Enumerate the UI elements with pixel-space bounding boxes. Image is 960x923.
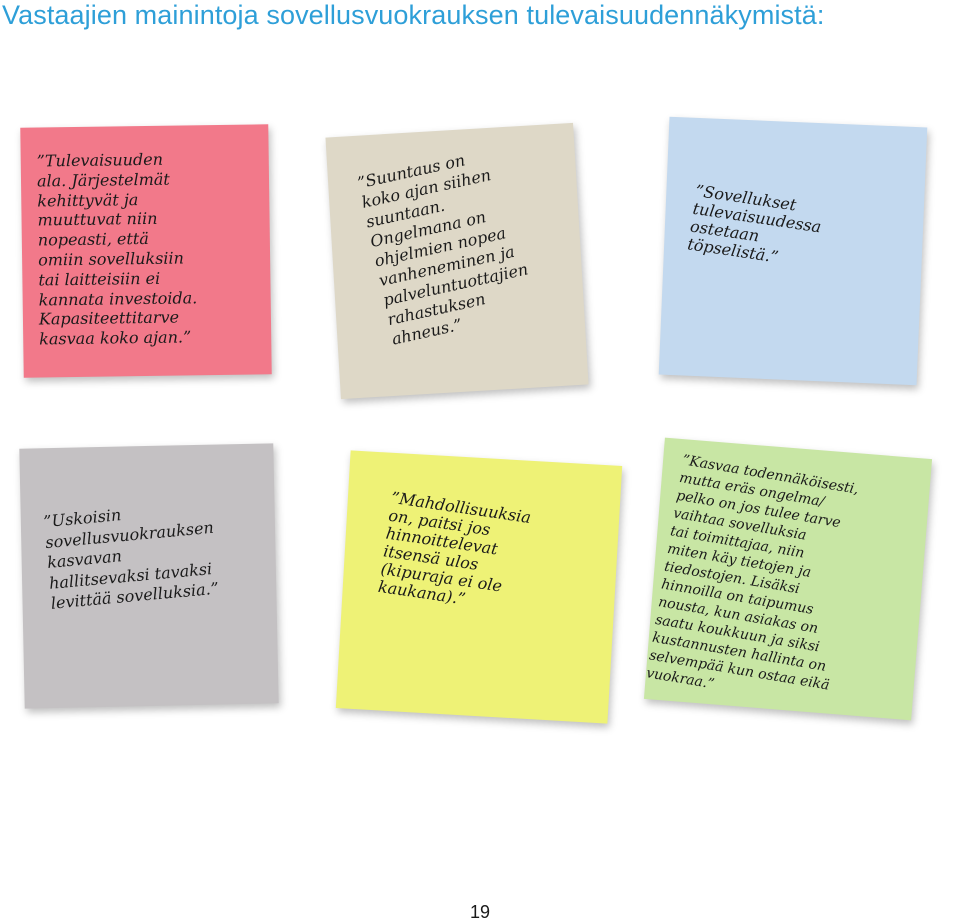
sticky-note-pink	[20, 124, 271, 377]
sticky-note-gray	[19, 443, 278, 708]
page-number: 19	[469, 902, 491, 922]
note-quote: ”Kasvaa todennäköisesti, mutta eräs ongelma/ pelko on jos tulee tarve vaihtaa sovelluksia tai toimittajaa, niin miten käy tietojen ja tiedostojen. Lisäksi hinnoilla on taipumus nousta, kun asiakas on saatu koukkuun ja siksi kustannusten hallinta on selvempää kun ostaa eikä vuokraa.”	[645, 452, 860, 694]
sticky-note-green	[644, 438, 932, 721]
note-quote: ”Suuntaus on koko ajan siihen suuntaan. Ongelmana on ohjelmien nopea vanheneminen ja palveluntuottajien rahastuksen ahneus.”	[355, 150, 530, 349]
note-quote: ”Uskoisin sovellusvuokrauksen kasvavan hallitsevaksi tavaksi levittää sovelluksia.”	[42, 505, 220, 613]
page-title: Vastaajien mainintoja sovellusvuokrauksen tulevaisuudennäkymistä:	[2, 0, 825, 30]
note-quote: ”Mahdollisuuksia on, paitsi jos hinnoittelevat itsensä ulos (kipuraja ei ole kaukana).”	[376, 487, 533, 609]
sticky-note-blue	[659, 117, 928, 386]
note-quote: ”Sovellukset tulevaisuudessa ostetaan töpselistä.”	[686, 180, 823, 267]
note-quote: ”Tulevaisuuden ala. Järjestelmät kehittyvät ja muuttuvat niin nopeasti, että omiin sovelluksiin tai laitteisiin ei kannata investoida. Kapasiteettitarve kasvaa koko ajan.”	[36, 149, 198, 349]
sticky-note-yellow	[336, 450, 622, 723]
sticky-note-beige	[325, 123, 588, 399]
